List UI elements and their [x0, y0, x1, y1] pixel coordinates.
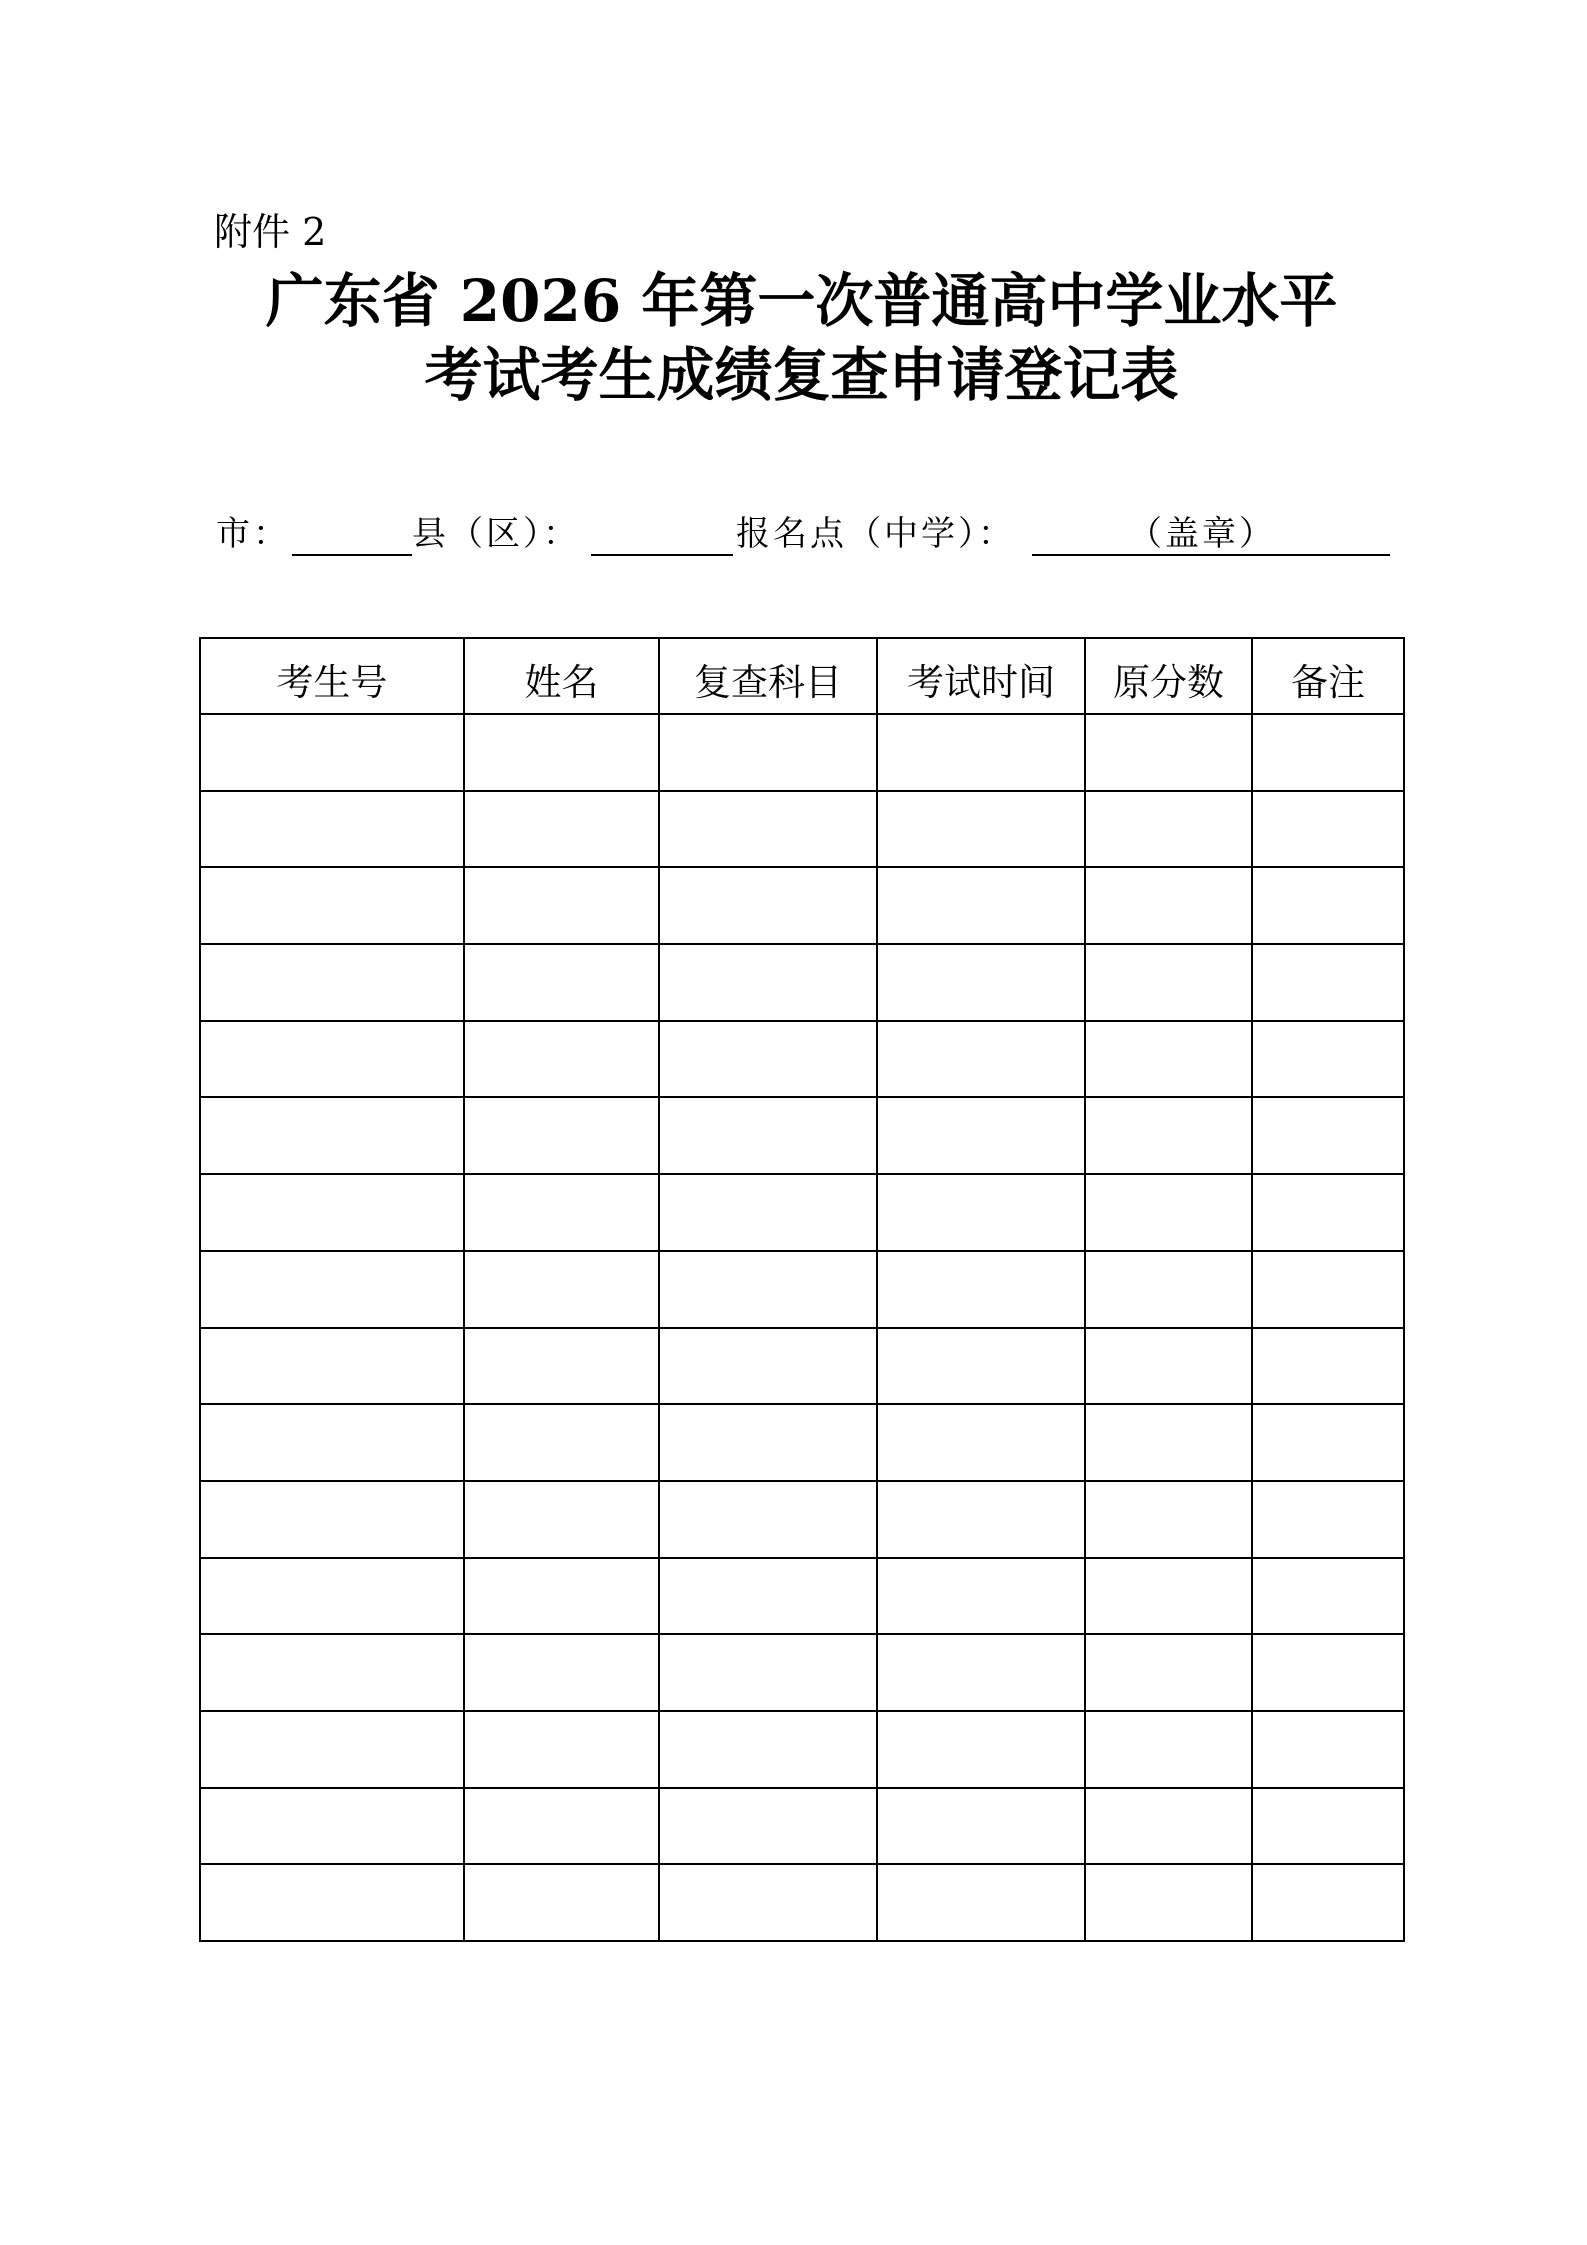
cell-exam-time[interactable] — [877, 1558, 1085, 1635]
cell-name[interactable] — [464, 1634, 659, 1711]
cell-exam-time[interactable] — [877, 944, 1085, 1021]
county-field[interactable] — [591, 554, 733, 556]
cell-original-score[interactable] — [1085, 1328, 1252, 1405]
cell-remarks[interactable] — [1252, 1021, 1404, 1098]
cell-name[interactable] — [464, 1558, 659, 1635]
cell-original-score[interactable] — [1085, 1251, 1252, 1328]
cell-name[interactable] — [464, 1481, 659, 1558]
cell-exam-number[interactable] — [200, 1864, 464, 1941]
column-header-name: 姓名 — [464, 638, 659, 714]
cell-remarks[interactable] — [1252, 944, 1404, 1021]
cell-review-subject[interactable] — [659, 1864, 877, 1941]
cell-original-score[interactable] — [1085, 1634, 1252, 1711]
cell-name[interactable] — [464, 1864, 659, 1941]
cell-exam-time[interactable] — [877, 867, 1085, 944]
cell-remarks[interactable] — [1252, 1788, 1404, 1865]
cell-remarks[interactable] — [1252, 867, 1404, 944]
column-header-exam-number: 考生号 — [200, 638, 464, 714]
table-row — [200, 1481, 1404, 1558]
cell-review-subject[interactable] — [659, 1174, 877, 1251]
cell-original-score[interactable] — [1085, 1404, 1252, 1481]
cell-remarks[interactable] — [1252, 1251, 1404, 1328]
cell-review-subject[interactable] — [659, 1558, 877, 1635]
column-header-exam-time: 考试时间 — [877, 638, 1085, 714]
table-row — [200, 1711, 1404, 1788]
seal-label: （盖章） — [1128, 514, 1276, 554]
cell-exam-number[interactable] — [200, 1634, 464, 1711]
cell-name[interactable] — [464, 1174, 659, 1251]
table-row — [200, 791, 1404, 868]
cell-exam-number[interactable] — [200, 867, 464, 944]
cell-remarks[interactable] — [1252, 714, 1404, 791]
page-title-line-2: 考试考生成绩复查申请登记表 — [424, 341, 1179, 409]
table-row — [200, 1174, 1404, 1251]
city-field[interactable] — [292, 554, 412, 556]
cell-review-subject[interactable] — [659, 1711, 877, 1788]
cell-remarks[interactable] — [1252, 1864, 1404, 1941]
cell-review-subject[interactable] — [659, 1788, 877, 1865]
registration-table — [199, 637, 1405, 1942]
cell-exam-number[interactable] — [200, 1021, 464, 1098]
cell-review-subject[interactable] — [659, 1328, 877, 1405]
table-row — [200, 1558, 1404, 1635]
cell-exam-number[interactable] — [200, 791, 464, 868]
table-row — [200, 1021, 1404, 1098]
cell-exam-time[interactable] — [877, 1251, 1085, 1328]
cell-exam-time[interactable] — [877, 1404, 1085, 1481]
cell-remarks[interactable] — [1252, 791, 1404, 868]
table-row — [200, 1097, 1404, 1174]
cell-name[interactable] — [464, 1711, 659, 1788]
cell-exam-number[interactable] — [200, 1251, 464, 1328]
cell-review-subject[interactable] — [659, 1404, 877, 1481]
cell-remarks[interactable] — [1252, 1097, 1404, 1174]
table-row — [200, 714, 1404, 791]
cell-review-subject[interactable] — [659, 791, 877, 868]
cell-original-score[interactable] — [1085, 714, 1252, 791]
cell-original-score[interactable] — [1085, 1174, 1252, 1251]
cell-name[interactable] — [464, 867, 659, 944]
cell-exam-time[interactable] — [877, 1481, 1085, 1558]
cell-exam-number[interactable] — [200, 944, 464, 1021]
cell-review-subject[interactable] — [659, 1097, 877, 1174]
cell-exam-number[interactable] — [200, 1711, 464, 1788]
cell-exam-number[interactable] — [200, 1174, 464, 1251]
cell-original-score[interactable] — [1085, 1558, 1252, 1635]
cell-exam-time[interactable] — [877, 1021, 1085, 1098]
cell-exam-time[interactable] — [877, 1097, 1085, 1174]
cell-remarks[interactable] — [1252, 1558, 1404, 1635]
table-row — [200, 1404, 1404, 1481]
page-title-line-1: 广东省 2026 年第一次普通高中学业水平 — [265, 267, 1338, 335]
cell-review-subject[interactable] — [659, 1251, 877, 1328]
cell-exam-number[interactable] — [200, 1558, 464, 1635]
cell-name[interactable] — [464, 791, 659, 868]
cell-original-score[interactable] — [1085, 1788, 1252, 1865]
table-row — [200, 1634, 1404, 1711]
column-header-remarks: 备注 — [1252, 638, 1404, 714]
column-header-review-subject: 复查科目 — [659, 638, 877, 714]
cell-exam-time[interactable] — [877, 1634, 1085, 1711]
county-label: 县（区）： — [412, 514, 580, 554]
table-row — [200, 1251, 1404, 1328]
cell-exam-time[interactable] — [877, 1864, 1085, 1941]
cell-exam-number[interactable] — [200, 1788, 464, 1865]
column-header-original-score: 原分数 — [1085, 638, 1252, 714]
cell-remarks[interactable] — [1252, 1634, 1404, 1711]
cell-exam-time[interactable] — [877, 714, 1085, 791]
city-label: 市： — [216, 514, 290, 554]
cell-review-subject[interactable] — [659, 1481, 877, 1558]
cell-review-subject[interactable] — [659, 1634, 877, 1711]
cell-exam-number[interactable] — [200, 1097, 464, 1174]
cell-name[interactable] — [464, 1251, 659, 1328]
table-row — [200, 1328, 1404, 1405]
cell-original-score[interactable] — [1085, 1711, 1252, 1788]
cell-name[interactable] — [464, 1021, 659, 1098]
cell-remarks[interactable] — [1252, 1328, 1404, 1405]
cell-exam-number[interactable] — [200, 1481, 464, 1558]
cell-exam-number[interactable] — [200, 1328, 464, 1405]
cell-name[interactable] — [464, 944, 659, 1021]
cell-original-score[interactable] — [1085, 1864, 1252, 1941]
form-header — [216, 510, 1416, 560]
cell-review-subject[interactable] — [659, 714, 877, 791]
table-row — [200, 867, 1404, 944]
cell-original-score[interactable] — [1085, 1097, 1252, 1174]
cell-exam-number[interactable] — [200, 1404, 464, 1481]
cell-original-score[interactable] — [1085, 1021, 1252, 1098]
cell-exam-number[interactable] — [200, 714, 464, 791]
cell-original-score[interactable] — [1085, 944, 1252, 1021]
cell-exam-time[interactable] — [877, 791, 1085, 868]
cell-name[interactable] — [464, 1788, 659, 1865]
cell-name[interactable] — [464, 1404, 659, 1481]
cell-remarks[interactable] — [1252, 1174, 1404, 1251]
table-row — [200, 944, 1404, 1021]
cell-review-subject[interactable] — [659, 1021, 877, 1098]
cell-original-score[interactable] — [1085, 791, 1252, 868]
table-row — [200, 1864, 1404, 1941]
cell-remarks[interactable] — [1252, 1404, 1404, 1481]
cell-review-subject[interactable] — [659, 944, 877, 1021]
cell-exam-time[interactable] — [877, 1174, 1085, 1251]
cell-original-score[interactable] — [1085, 1481, 1252, 1558]
cell-name[interactable] — [464, 714, 659, 791]
cell-review-subject[interactable] — [659, 867, 877, 944]
cell-name[interactable] — [464, 1328, 659, 1405]
cell-original-score[interactable] — [1085, 867, 1252, 944]
cell-exam-time[interactable] — [877, 1328, 1085, 1405]
cell-exam-time[interactable] — [877, 1711, 1085, 1788]
table-row — [200, 1788, 1404, 1865]
cell-name[interactable] — [464, 1097, 659, 1174]
cell-exam-time[interactable] — [877, 1788, 1085, 1865]
school-label: 报名点（中学）： — [736, 514, 1015, 554]
table-header-row — [200, 638, 1404, 714]
cell-remarks[interactable] — [1252, 1711, 1404, 1788]
attachment-label: 附件 2 — [214, 210, 327, 254]
cell-remarks[interactable] — [1252, 1481, 1404, 1558]
